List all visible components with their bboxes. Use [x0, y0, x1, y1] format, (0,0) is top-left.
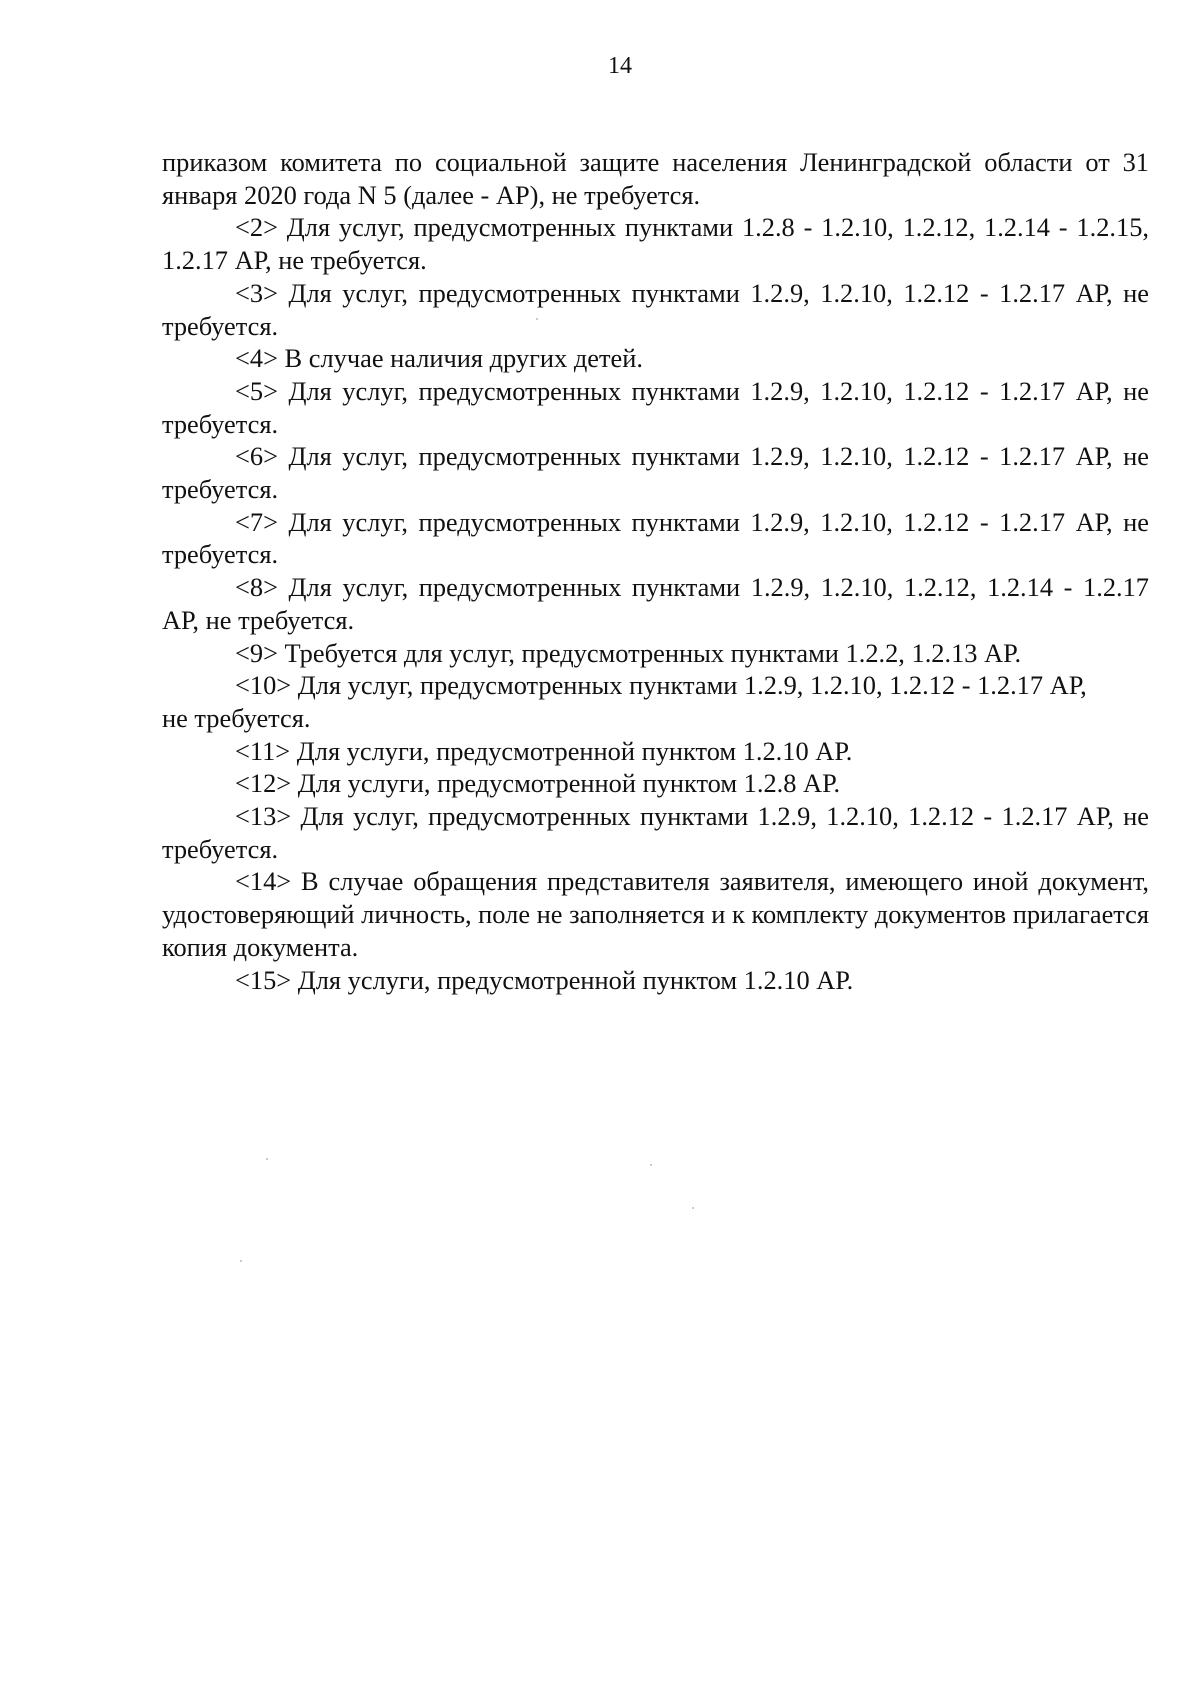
- page-number: 14: [608, 53, 632, 79]
- paragraph-continuation: приказом комитета по социальной защите населения Ленинградской области от 31 января 2020 года N 5 (далее - АР), не требуется.: [162, 147, 1149, 210]
- footnote-12: <12> Для услуги, предусмотренной пунктом 1.2.8 АР.: [235, 768, 841, 799]
- footnote-10-continuation: не требуется.: [162, 702, 311, 733]
- footnote-6: <6> Для услуг, предусмотренных пунктами 1.2.9, 1.2.10, 1.2.12 - 1.2.17 АР, не требуется.: [162, 441, 1149, 505]
- scan-speck: [240, 1260, 242, 1262]
- footnote-5: <5> Для услуг, предусмотренных пунктами 1.2.9, 1.2.10, 1.2.12 - 1.2.17 АР, не требуется.: [162, 375, 1149, 439]
- footnote-10: <10> Для услуг, предусмотренных пунктами 1.2.9, 1.2.10, 1.2.12 - 1.2.17 АР,: [235, 670, 1087, 701]
- footnote-2: <2> Для услуг, предусмотренных пунктами 1.2.8 - 1.2.10, 1.2.12, 1.2.14 - 1.2.15, 1.2.17 АР, не требуется.: [162, 212, 1149, 276]
- footnote-4: <4> В случае наличия других детей.: [235, 343, 643, 374]
- footnote-8: <8> Для услуг, предусмотренных пунктами 1.2.9, 1.2.10, 1.2.12, 1.2.14 - 1.2.17 АР, не требуется.: [162, 572, 1149, 635]
- footnote-15: <15> Для услуги, предусмотренной пунктом 1.2.10 АР.: [235, 964, 854, 995]
- scan-speck: [266, 1158, 268, 1160]
- footnotes-body: [162, 146, 1149, 996]
- scan-speck: [692, 1207, 694, 1209]
- footnote-9: <9> Требуется для услуг, предусмотренных пунктами 1.2.2, 1.2.13 АР.: [235, 637, 1022, 668]
- footnote-7: <7> Для услуг, предусмотренных пунктами 1.2.9, 1.2.10, 1.2.12 - 1.2.17 АР, не требуется.: [162, 506, 1149, 570]
- scan-speck: [650, 1164, 652, 1166]
- scan-speck: [536, 318, 538, 320]
- footnote-3: <3> Для услуг, предусмотренных пунктами 1.2.9, 1.2.10, 1.2.12 - 1.2.17 АР, не требуется.: [162, 277, 1149, 341]
- footnote-11: <11> Для услуги, предусмотренной пунктом 1.2.10 АР.: [235, 735, 853, 766]
- footnote-13: <13> Для услуг, предусмотренных пунктами 1.2.9, 1.2.10, 1.2.12 - 1.2.17 АР, не требуется.: [162, 801, 1149, 864]
- footnote-14: <14> В случае обращения представителя заявителя, имеющего иной документ, удостоверяющий личность, поле не заполняется и к комплекту документов прилагается копия документа.: [162, 866, 1149, 962]
